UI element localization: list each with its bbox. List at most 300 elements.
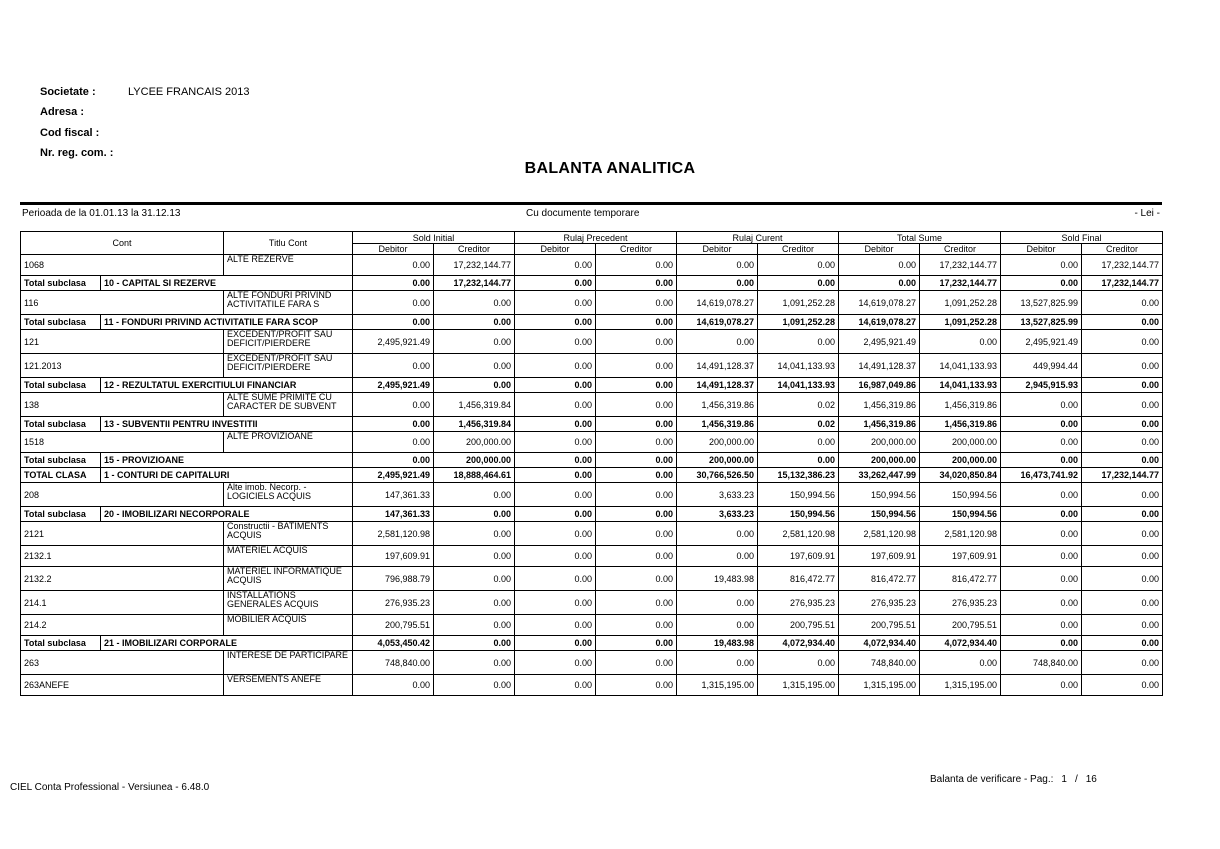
credit-value: 0.00 <box>596 276 677 291</box>
total-description-spacer <box>224 276 353 291</box>
credit-value: 0.00 <box>434 378 515 393</box>
credit-value: 0.00 <box>758 330 839 354</box>
debit-value: 0.00 <box>353 417 434 432</box>
debit-value: 0.00 <box>515 417 596 432</box>
account-code: 1068 <box>21 255 224 276</box>
debit-value: 0.00 <box>353 432 434 453</box>
col-creditor: Creditor <box>758 244 839 255</box>
account-row <box>21 432 1163 453</box>
page-title: BALANTA ANALITICA <box>524 160 696 177</box>
account-title: ALTE SUME PRIMITE CU CARACTER DE SUBVENT <box>224 393 353 417</box>
col-titlu: Titlu Cont <box>224 232 353 255</box>
credit-value: 0.00 <box>596 675 677 696</box>
debit-value: 30,766,526.50 <box>677 468 758 483</box>
credit-value: 2,581,120.98 <box>758 522 839 546</box>
credit-value: 0.00 <box>1082 507 1163 522</box>
debit-value: 0.00 <box>353 255 434 276</box>
page-number: 1 <box>1061 774 1067 785</box>
credit-value: 0.00 <box>434 315 515 330</box>
credit-value: 0.00 <box>434 330 515 354</box>
debit-value: 0.00 <box>515 354 596 378</box>
debit-value: 0.00 <box>1001 615 1082 636</box>
credit-value: 276,935.23 <box>920 591 1001 615</box>
page-indicator <box>930 774 1097 785</box>
credit-value: 0.00 <box>1082 453 1163 468</box>
debit-value: 14,619,078.27 <box>677 315 758 330</box>
credit-value: 14,041,133.93 <box>920 354 1001 378</box>
debit-value: 200,795.51 <box>839 615 920 636</box>
debit-value: 0.00 <box>677 591 758 615</box>
total-description: 1 - CONTURI DE CAPITALURI <box>101 468 224 483</box>
total-label: Total subclasa <box>21 276 101 291</box>
total-description: 11 - FONDURI PRIVIND ACTIVITATILE FARA SCOP <box>101 315 224 330</box>
account-code: 116 <box>21 291 224 315</box>
company-info <box>40 82 249 163</box>
credit-value: 150,994.56 <box>758 507 839 522</box>
credit-value: 0.00 <box>596 507 677 522</box>
col-sold-initial: Sold Initial <box>353 232 515 244</box>
debit-value: 200,000.00 <box>839 453 920 468</box>
credit-value: 0.00 <box>1082 636 1163 651</box>
credit-value: 14,041,133.93 <box>920 378 1001 393</box>
col-creditor: Creditor <box>920 244 1001 255</box>
account-code: 2121 <box>21 522 224 546</box>
credit-value: 150,994.56 <box>758 483 839 507</box>
debit-value: 0.00 <box>677 522 758 546</box>
account-code: 214.2 <box>21 615 224 636</box>
account-title: VERSEMENTS ANEFE <box>224 675 353 696</box>
credit-value: 0.00 <box>434 636 515 651</box>
credit-value: 4,072,934.40 <box>758 636 839 651</box>
debit-value: 13,527,825.99 <box>1001 291 1082 315</box>
debit-value: 2,495,921.49 <box>353 330 434 354</box>
credit-value: 4,072,934.40 <box>920 636 1001 651</box>
debit-value: 0.00 <box>515 567 596 591</box>
credit-value: 0.00 <box>434 675 515 696</box>
debit-value: 0.00 <box>1001 255 1082 276</box>
debit-value: 14,619,078.27 <box>839 291 920 315</box>
account-code: 263 <box>21 651 224 675</box>
credit-value: 0.00 <box>596 393 677 417</box>
debit-value: 0.00 <box>515 255 596 276</box>
credit-value: 0.02 <box>758 393 839 417</box>
debit-value: 0.00 <box>515 432 596 453</box>
account-title: INTERESE DE PARTICIPARE <box>224 651 353 675</box>
credit-value: 0.00 <box>1082 378 1163 393</box>
debit-value: 0.00 <box>515 591 596 615</box>
debit-value: 0.00 <box>1001 453 1082 468</box>
account-row <box>21 393 1163 417</box>
account-code: 1518 <box>21 432 224 453</box>
page-total: 16 <box>1085 774 1097 785</box>
software-version: CIEL Conta Professional - Versiunea - 6.48.0 <box>10 782 210 793</box>
debit-value: 4,072,934.40 <box>839 636 920 651</box>
debit-value: 0.00 <box>1001 393 1082 417</box>
account-title: ALTE PROVIZIOANE <box>224 432 353 453</box>
account-title: Constructii - BATIMENTS ACQUIS <box>224 522 353 546</box>
page-sep: / <box>1074 774 1078 785</box>
debit-value: 0.00 <box>515 675 596 696</box>
credit-value: 0.00 <box>1082 432 1163 453</box>
credit-value: 0.00 <box>596 567 677 591</box>
debit-value: 0.00 <box>1001 432 1082 453</box>
credit-value: 17,232,144.77 <box>1082 255 1163 276</box>
debit-value: 0.00 <box>515 276 596 291</box>
debit-value: 197,609.91 <box>353 546 434 567</box>
credit-value: 0.00 <box>596 636 677 651</box>
credit-value: 200,795.51 <box>920 615 1001 636</box>
credit-value: 0.00 <box>434 591 515 615</box>
debit-value: 0.00 <box>515 636 596 651</box>
credit-value: 1,091,252.28 <box>758 291 839 315</box>
total-row <box>21 636 1163 651</box>
debit-value: 4,053,450.42 <box>353 636 434 651</box>
account-title: INSTALLATIONS GENERALES ACQUIS <box>224 591 353 615</box>
total-label: TOTAL CLASA <box>21 468 101 483</box>
account-title: MATERIEL INFORMATIQUE ACQUIS <box>224 567 353 591</box>
col-debitor: Debitor <box>1001 244 1082 255</box>
debit-value: 0.00 <box>1001 522 1082 546</box>
col-debitor: Debitor <box>515 244 596 255</box>
col-cont: Cont <box>21 232 224 255</box>
total-description: 15 - PROVIZIOANE <box>101 453 224 468</box>
credit-value: 0.00 <box>596 522 677 546</box>
total-description: 12 - REZULTATUL EXERCITIULUI FINANCIAR <box>101 378 224 393</box>
account-title: EXCEDENT/PROFIT SAU DEFICIT/PIERDERE <box>224 354 353 378</box>
cod-fiscal-label: Cod fiscal : <box>40 126 100 139</box>
debit-value: 0.00 <box>677 330 758 354</box>
account-title: EXCEDENT/PROFIT SAU DEFICIT/PIERDERE <box>224 330 353 354</box>
credit-value: 0.00 <box>920 330 1001 354</box>
credit-value: 1,091,252.28 <box>920 291 1001 315</box>
account-row <box>21 291 1163 315</box>
account-code: 208 <box>21 483 224 507</box>
account-title: ALTE FONDURI PRIVIND ACTIVITATILE FARA S <box>224 291 353 315</box>
account-row <box>21 675 1163 696</box>
col-creditor: Creditor <box>596 244 677 255</box>
debit-value: 0.00 <box>353 276 434 291</box>
societate-label: Societate : <box>40 86 96 98</box>
credit-value: 0.00 <box>596 483 677 507</box>
debit-value: 276,935.23 <box>353 591 434 615</box>
credit-value: 0.00 <box>1082 291 1163 315</box>
period-text: Perioada de la 01.01.13 la 31.12.13 <box>22 208 181 219</box>
credit-value: 150,994.56 <box>920 507 1001 522</box>
credit-value: 0.00 <box>1082 591 1163 615</box>
total-description-spacer <box>224 453 353 468</box>
total-row <box>21 507 1163 522</box>
credit-value: 0.00 <box>758 453 839 468</box>
debit-value: 0.00 <box>353 354 434 378</box>
debit-value: 0.00 <box>1001 546 1082 567</box>
debit-value: 0.00 <box>515 651 596 675</box>
debit-value: 1,456,319.86 <box>677 417 758 432</box>
credit-value: 17,232,144.77 <box>434 276 515 291</box>
credit-value: 14,041,133.93 <box>758 354 839 378</box>
credit-value: 0.00 <box>596 615 677 636</box>
credit-value: 0.00 <box>434 615 515 636</box>
debit-value: 1,456,319.86 <box>839 417 920 432</box>
debit-value: 197,609.91 <box>839 546 920 567</box>
credit-value: 200,000.00 <box>434 453 515 468</box>
credit-value: 0.00 <box>596 354 677 378</box>
debit-value: 16,473,741.92 <box>1001 468 1082 483</box>
credit-value: 0.00 <box>596 546 677 567</box>
credit-value: 17,232,144.77 <box>1082 276 1163 291</box>
total-label: Total subclasa <box>21 453 101 468</box>
debit-value: 0.00 <box>515 315 596 330</box>
account-row <box>21 591 1163 615</box>
credit-value: 0.00 <box>434 483 515 507</box>
credit-value: 17,232,144.77 <box>920 255 1001 276</box>
account-row <box>21 354 1163 378</box>
debit-value: 0.00 <box>1001 567 1082 591</box>
debit-value: 0.00 <box>677 276 758 291</box>
account-code: 121 <box>21 330 224 354</box>
debit-value: 16,987,049.86 <box>839 378 920 393</box>
debit-value: 0.00 <box>1001 636 1082 651</box>
debit-value: 0.00 <box>515 330 596 354</box>
total-description-spacer <box>224 636 353 651</box>
debit-value: 2,581,120.98 <box>353 522 434 546</box>
header-rule <box>20 202 1162 205</box>
credit-value: 0.00 <box>1082 483 1163 507</box>
debit-value: 0.00 <box>515 507 596 522</box>
credit-value: 0.00 <box>434 507 515 522</box>
credit-value: 15,132,386.23 <box>758 468 839 483</box>
total-description: 10 - CAPITAL SI REZERVE <box>101 276 224 291</box>
account-title: MATERIEL ACQUIS <box>224 546 353 567</box>
temp-docs-text: Cu documente temporare <box>526 208 640 219</box>
credit-value: 0.00 <box>596 651 677 675</box>
credit-value: 1,456,319.86 <box>920 393 1001 417</box>
credit-value: 0.00 <box>596 468 677 483</box>
credit-value: 0.00 <box>1082 393 1163 417</box>
debit-value: 0.00 <box>839 255 920 276</box>
account-title: MOBILIER ACQUIS <box>224 615 353 636</box>
col-rulaj-curent: Rulaj Curent <box>677 232 839 244</box>
credit-value: 0.00 <box>596 591 677 615</box>
credit-value: 0.00 <box>1082 567 1163 591</box>
debit-value: 3,633.23 <box>677 507 758 522</box>
debit-value: 2,495,921.49 <box>353 468 434 483</box>
credit-value: 14,041,133.93 <box>758 378 839 393</box>
account-title: ALTE REZERVE <box>224 255 353 276</box>
credit-value: 0.00 <box>596 291 677 315</box>
credit-value: 200,000.00 <box>920 453 1001 468</box>
debit-value: 200,000.00 <box>839 432 920 453</box>
account-code: 2132.1 <box>21 546 224 567</box>
credit-value: 197,609.91 <box>758 546 839 567</box>
credit-value: 276,935.23 <box>758 591 839 615</box>
account-row <box>21 330 1163 354</box>
account-code: 121.2013 <box>21 354 224 378</box>
total-row <box>21 468 1163 483</box>
credit-value: 0.00 <box>434 291 515 315</box>
nr-reg-label: Nr. reg. com. : <box>40 146 114 159</box>
adresa-label: Adresa : <box>40 106 85 119</box>
credit-value: 200,000.00 <box>434 432 515 453</box>
credit-value: 0.00 <box>758 255 839 276</box>
total-row <box>21 453 1163 468</box>
debit-value: 147,361.33 <box>353 483 434 507</box>
debit-value: 14,619,078.27 <box>839 315 920 330</box>
debit-value: 796,988.79 <box>353 567 434 591</box>
debit-value: 816,472.77 <box>839 567 920 591</box>
debit-value: 19,483.98 <box>677 636 758 651</box>
credit-value: 0.02 <box>758 417 839 432</box>
debit-value: 748,840.00 <box>353 651 434 675</box>
debit-value: 0.00 <box>515 291 596 315</box>
debit-value: 200,000.00 <box>677 432 758 453</box>
credit-value: 0.00 <box>758 276 839 291</box>
credit-value: 0.00 <box>758 651 839 675</box>
account-row <box>21 567 1163 591</box>
debit-value: 0.00 <box>353 675 434 696</box>
credit-value: 1,315,195.00 <box>920 675 1001 696</box>
debit-value: 0.00 <box>677 255 758 276</box>
account-row <box>21 522 1163 546</box>
debit-value: 0.00 <box>515 468 596 483</box>
debit-value: 0.00 <box>515 483 596 507</box>
debit-value: 0.00 <box>677 546 758 567</box>
account-row <box>21 255 1163 276</box>
col-debitor: Debitor <box>839 244 920 255</box>
col-total-sume: Total Sume <box>839 232 1001 244</box>
col-debitor: Debitor <box>353 244 434 255</box>
credit-value: 1,456,319.84 <box>434 417 515 432</box>
debit-value: 0.00 <box>1001 591 1082 615</box>
debit-value: 1,456,319.86 <box>839 393 920 417</box>
credit-value: 1,456,319.84 <box>434 393 515 417</box>
debit-value: 19,483.98 <box>677 567 758 591</box>
debit-value: 748,840.00 <box>839 651 920 675</box>
debit-value: 13,527,825.99 <box>1001 315 1082 330</box>
credit-value: 0.00 <box>1082 615 1163 636</box>
account-code: 138 <box>21 393 224 417</box>
credit-value: 1,091,252.28 <box>758 315 839 330</box>
credit-value: 0.00 <box>596 255 677 276</box>
col-creditor: Creditor <box>434 244 515 255</box>
debit-value: 0.00 <box>515 453 596 468</box>
credit-value: 816,472.77 <box>758 567 839 591</box>
debit-value: 0.00 <box>1001 675 1082 696</box>
total-row <box>21 378 1163 393</box>
col-sold-final: Sold Final <box>1001 232 1163 244</box>
credit-value: 197,609.91 <box>920 546 1001 567</box>
period-bar <box>22 208 1160 222</box>
debit-value: 150,994.56 <box>839 483 920 507</box>
balance-table <box>20 231 1163 696</box>
table-body <box>21 255 1163 696</box>
credit-value: 0.00 <box>1082 417 1163 432</box>
credit-value: 0.00 <box>434 522 515 546</box>
debit-value: 147,361.33 <box>353 507 434 522</box>
credit-value: 17,232,144.77 <box>434 255 515 276</box>
credit-value: 0.00 <box>596 378 677 393</box>
credit-value: 0.00 <box>1082 315 1163 330</box>
credit-value: 0.00 <box>434 651 515 675</box>
debit-value: 2,495,921.49 <box>839 330 920 354</box>
total-label: Total subclasa <box>21 378 101 393</box>
debit-value: 1,456,319.86 <box>677 393 758 417</box>
total-row <box>21 315 1163 330</box>
debit-value: 2,495,921.49 <box>1001 330 1082 354</box>
credit-value: 0.00 <box>920 651 1001 675</box>
debit-value: 14,491,128.37 <box>677 378 758 393</box>
total-description-spacer <box>224 468 353 483</box>
account-row <box>21 651 1163 675</box>
credit-value: 0.00 <box>434 354 515 378</box>
credit-value: 34,020,850.84 <box>920 468 1001 483</box>
debit-value: 2,581,120.98 <box>839 522 920 546</box>
debit-value: 0.00 <box>1001 483 1082 507</box>
credit-value: 18,888,464.61 <box>434 468 515 483</box>
page-label: Balanta de verificare - Pag.: <box>930 774 1054 785</box>
credit-value: 0.00 <box>434 567 515 591</box>
account-title: Alte imob. Necorp. - LOGICIELS ACQUIS <box>224 483 353 507</box>
debit-value: 14,491,128.37 <box>839 354 920 378</box>
account-row <box>21 615 1163 636</box>
credit-value: 1,456,319.86 <box>920 417 1001 432</box>
debit-value: 2,945,915.93 <box>1001 378 1082 393</box>
debit-value: 33,262,447.99 <box>839 468 920 483</box>
credit-value: 0.00 <box>596 315 677 330</box>
debit-value: 276,935.23 <box>839 591 920 615</box>
debit-value: 0.00 <box>677 615 758 636</box>
credit-value: 200,000.00 <box>920 432 1001 453</box>
credit-value: 0.00 <box>1082 354 1163 378</box>
account-row <box>21 483 1163 507</box>
debit-value: 0.00 <box>1001 417 1082 432</box>
credit-value: 0.00 <box>1082 675 1163 696</box>
debit-value: 0.00 <box>353 453 434 468</box>
debit-value: 2,495,921.49 <box>353 378 434 393</box>
total-description: 13 - SUBVENTII PENTRU INVESTITII <box>101 417 224 432</box>
credit-value: 0.00 <box>1082 330 1163 354</box>
credit-value: 816,472.77 <box>920 567 1001 591</box>
credit-value: 0.00 <box>1082 546 1163 567</box>
debit-value: 1,315,195.00 <box>677 675 758 696</box>
total-label: Total subclasa <box>21 315 101 330</box>
total-label: Total subclasa <box>21 636 101 651</box>
col-rulaj-precedent: Rulaj Precedent <box>515 232 677 244</box>
debit-value: 200,795.51 <box>353 615 434 636</box>
credit-value: 1,315,195.00 <box>758 675 839 696</box>
debit-value: 0.00 <box>353 393 434 417</box>
debit-value: 0.00 <box>515 522 596 546</box>
credit-value: 0.00 <box>596 453 677 468</box>
debit-value: 0.00 <box>515 546 596 567</box>
credit-value: 1,091,252.28 <box>920 315 1001 330</box>
credit-value: 0.00 <box>1082 651 1163 675</box>
total-description: 20 - IMOBILIZARI NECORPORALE <box>101 507 224 522</box>
account-code: 214.1 <box>21 591 224 615</box>
debit-value: 0.00 <box>1001 507 1082 522</box>
currency-text: - Lei - <box>1134 208 1160 219</box>
credit-value: 17,232,144.77 <box>1082 468 1163 483</box>
credit-value: 0.00 <box>758 432 839 453</box>
credit-value: 0.00 <box>434 546 515 567</box>
total-row <box>21 276 1163 291</box>
account-code: 263ANEFE <box>21 675 224 696</box>
credit-value: 200,795.51 <box>758 615 839 636</box>
debit-value: 0.00 <box>677 651 758 675</box>
total-row <box>21 417 1163 432</box>
debit-value: 748,840.00 <box>1001 651 1082 675</box>
debit-value: 0.00 <box>353 315 434 330</box>
debit-value: 0.00 <box>1001 276 1082 291</box>
